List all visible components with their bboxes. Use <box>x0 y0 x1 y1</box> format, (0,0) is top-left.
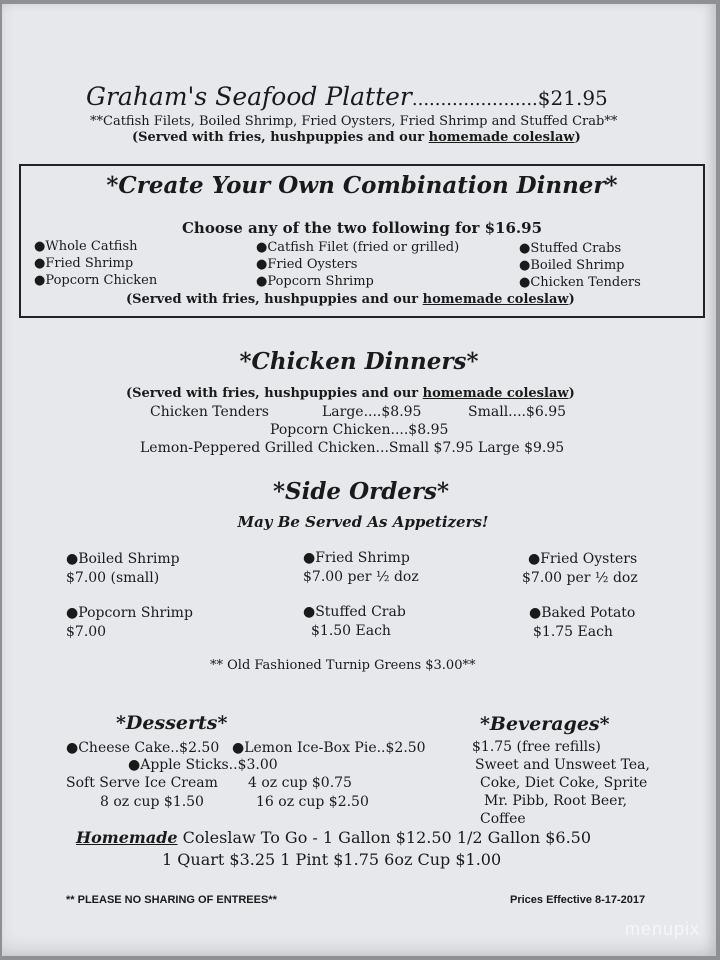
desserts-title: *Desserts* <box>116 712 228 734</box>
side-item <box>522 550 638 588</box>
chicken-lemon: Lemon-Peppered Grilled Chicken...Small $7.95 Large $9.95 <box>140 440 565 456</box>
side-turnip: ** Old Fashioned Turnip Greens $3.00** <box>210 658 476 673</box>
chicken-tenders-small: Small....$6.95 <box>468 404 567 420</box>
platter-served <box>132 130 581 145</box>
served-suffix: ) <box>568 386 575 401</box>
watermark: menupix <box>624 919 700 939</box>
platter-price: $21.95 <box>537 86 608 110</box>
side-item-name: ●Stuffed Crab <box>303 604 406 620</box>
combo-col3 <box>519 240 641 291</box>
served-suffix: ) <box>574 130 581 145</box>
chicken-tenders: Chicken Tenders <box>150 404 269 420</box>
platter-items: **Catfish Filets, Boiled Shrimp, Fried Oysters, Fried Shrimp and Stuffed Crab** <box>90 114 618 129</box>
combo-item: ●Whole Catfish <box>34 239 138 254</box>
side-item-price: $7.00 per ½ doz <box>303 569 419 585</box>
dessert-item: ●Apple Sticks..$3.00 <box>128 757 278 773</box>
side-item <box>303 549 419 587</box>
side-item-price: $7.00 <box>66 624 107 640</box>
coleslaw-gallon: Coleslaw To Go - 1 Gallon $12.50 1/2 Gallon $6.50 <box>177 828 592 847</box>
sides-subtitle: May Be Served As Appetizers! <box>237 513 489 531</box>
beverage-line: Mr. Pibb, Root Beer, <box>484 793 628 809</box>
dessert-item: 16 oz cup $2.50 <box>256 794 369 810</box>
combo-item: ●Stuffed Crabs <box>519 241 622 256</box>
combo-served <box>126 292 575 307</box>
side-item-name: ●Baked Potato <box>529 605 636 621</box>
combo-col1 <box>34 238 157 289</box>
side-item-price: $1.75 Each <box>533 624 613 640</box>
dessert-item: 8 oz cup $1.50 <box>100 794 204 810</box>
combo-choose: Choose any of the two following for $16.95 <box>181 219 543 237</box>
served-coleslaw: homemade coleslaw <box>428 130 575 145</box>
combo-col2 <box>256 239 459 290</box>
prices-effective: Prices Effective 8-17-2017 <box>510 894 646 906</box>
no-sharing-note: ** PLEASE NO SHARING OF ENTREES** <box>66 894 277 906</box>
side-item-price: $7.00 per ½ doz <box>522 570 638 586</box>
side-item-price: $1.50 Each <box>311 623 391 639</box>
side-item <box>303 603 406 641</box>
served-coleslaw: homemade coleslaw <box>422 386 569 401</box>
platter-title: Graham's Seafood Platter <box>86 82 412 111</box>
combo-item: ●Catfish Filet (fried or grilled) <box>256 240 460 255</box>
side-item-price: $7.00 (small) <box>66 570 160 586</box>
side-item <box>529 604 635 642</box>
coleslaw-line1 <box>76 828 591 847</box>
side-item <box>66 550 180 588</box>
beverages-title: *Beverages* <box>480 713 610 735</box>
beverage-line: $1.75 (free refills) <box>472 739 601 755</box>
combo-item: ●Popcorn Chicken <box>34 273 158 288</box>
served-suffix: ) <box>568 292 575 307</box>
combo-item: ●Boiled Shrimp <box>519 258 625 273</box>
served-prefix: (Served with fries, hushpuppies and our <box>132 130 429 145</box>
side-item-name: ●Popcorn Shrimp <box>66 605 193 621</box>
dessert-item: Soft Serve Ice Cream <box>66 775 218 791</box>
chicken-tenders-large: Large....$8.95 <box>322 404 422 420</box>
coleslaw-homemade: Homemade <box>76 828 178 847</box>
beverage-line: Coffee <box>480 811 526 827</box>
combo-item: ●Fried Shrimp <box>34 256 134 271</box>
platter-title-line <box>86 82 608 111</box>
sides-title: *Side Orders* <box>272 478 450 505</box>
combo-item: ●Chicken Tenders <box>519 275 641 290</box>
side-item-name: ●Fried Oysters <box>528 551 638 567</box>
side-item-name: ●Boiled Shrimp <box>66 551 180 567</box>
side-item <box>66 604 193 642</box>
served-prefix: (Served with fries, hushpuppies and our <box>126 386 423 401</box>
combo-item: ●Fried Oysters <box>256 257 358 272</box>
dessert-item: ●Cheese Cake..$2.50 <box>66 740 220 756</box>
dessert-item: ●Lemon Ice-Box Pie..$2.50 <box>232 740 426 756</box>
beverage-line: Coke, Diet Coke, Sprite <box>480 775 648 791</box>
served-prefix: (Served with fries, hushpuppies and our <box>126 292 423 307</box>
combo-item: ●Popcorn Shrimp <box>256 274 374 289</box>
platter-dots: ...................... <box>411 89 538 110</box>
chicken-served <box>126 386 575 401</box>
menu-page <box>2 4 716 956</box>
chicken-title: *Chicken Dinners* <box>239 348 479 375</box>
beverage-line: Sweet and Unsweet Tea, <box>475 757 650 773</box>
coleslaw-line2: 1 Quart $3.25 1 Pint $1.75 6oz Cup $1.00 <box>162 850 502 869</box>
chicken-popcorn: Popcorn Chicken....$8.95 <box>270 422 449 438</box>
side-item-name: ●Fried Shrimp <box>303 550 410 566</box>
dessert-item: 4 oz cup $0.75 <box>248 775 352 791</box>
combo-title: *Create Your Own Combination Dinner* <box>106 172 618 199</box>
served-coleslaw: homemade coleslaw <box>422 292 569 307</box>
